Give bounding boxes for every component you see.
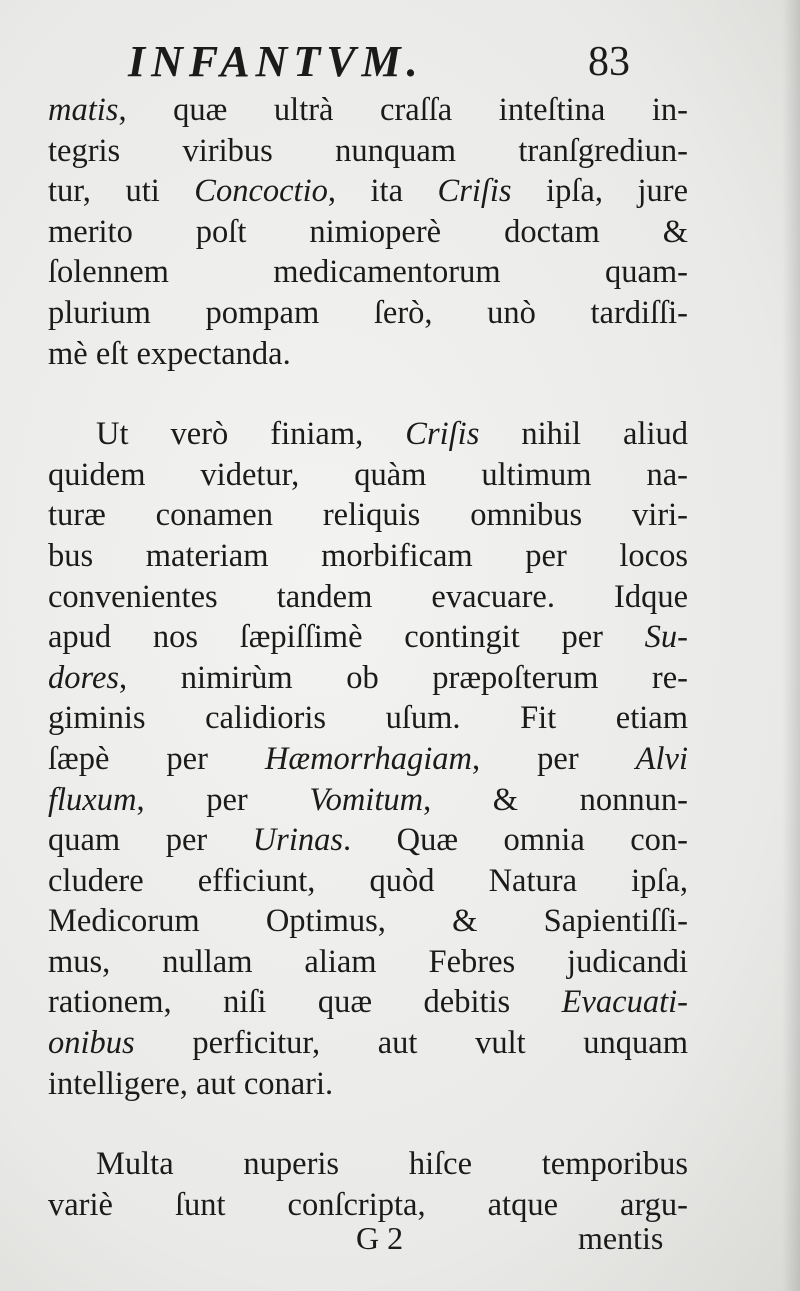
text-line [48,171,688,212]
roman-text: convenientes tandem evacuare. Idque [48,578,688,615]
roman-text: giminis calidioris uſum. Fit etiam [48,700,688,737]
text-line [48,982,688,1023]
text-line [48,861,688,902]
roman-text: , per [136,781,310,818]
italic-text: Concoctio [194,173,328,210]
text-line [48,212,688,253]
text-line [48,252,688,293]
roman-text: . Quæ omnia con- [343,822,688,859]
text-line [48,131,688,172]
roman-text: quidem videtur, quàm ultimum na- [48,456,688,493]
text-line [48,414,688,455]
text-line [48,495,688,536]
text-line [48,90,688,131]
roman-text: variè ſunt conſcripta, atque argu- [48,1186,688,1223]
text-line [48,1144,688,1185]
italic-text: Alvi [635,740,688,777]
signature-mark: G 2 [356,1220,404,1256]
text-line [48,780,688,821]
roman-text: , per [472,740,636,777]
roman-text: merito poſt nimioperè doctam & [48,213,688,250]
text-line [48,820,688,861]
italic-text: Hæmorrhagiam [264,740,472,777]
roman-text: rationem, niſi quæ debitis [48,984,562,1021]
text-line [48,293,688,334]
text-line [48,739,688,780]
roman-text: , & nonnun- [423,781,689,818]
roman-text: mè eſt expectanda. [48,335,291,372]
roman-text: , nimirùm ob præpoſterum re- [119,659,688,696]
text-line [48,1064,688,1105]
text-line [48,577,688,618]
text-line [48,901,688,942]
text-line [48,1023,688,1064]
text-line [48,617,688,658]
italic-text: Su- [644,619,688,656]
roman-text: plurium pompam ſerò, unò tardiſſi- [48,294,688,331]
roman-text: ipſa, jure [511,173,688,210]
roman-text: cludere efficiunt, quòd Natura ipſa, [48,862,688,899]
catchword: mentis [578,1220,664,1256]
roman-text: apud nos ſæpiſſimè contingit per [48,619,645,656]
italic-text: Urinas [252,822,343,859]
roman-text: ſolennem medicamentorum quam- [48,254,688,291]
roman-text: Ut verò finiam, [96,416,406,453]
italic-text: Criſis [437,173,512,210]
roman-text: bus materiam morbificam per locos [48,537,688,574]
italic-text: dores [48,659,120,696]
text-line [48,658,688,699]
italic-text: Evacuati- [561,984,688,1021]
paragraph [48,1144,688,1225]
paragraph-gap [48,374,688,414]
roman-text: quam per [48,822,253,859]
roman-text: intelligere, aut conari. [48,1065,334,1102]
paragraph [48,414,688,1104]
italic-text: Vomitum [309,781,424,818]
roman-text: turæ conamen reliquis omnibus viri- [48,497,688,534]
body-text [48,90,688,1225]
italic-text: Criſis [405,416,480,453]
text-line [48,334,688,375]
page-footer [0,1220,800,1270]
roman-text: tegris viribus nunquam tranſgrediun- [48,132,688,169]
paragraph-gap [48,1104,688,1144]
roman-text: perficitur, aut vult unquam [134,1025,688,1062]
roman-text: , ita [327,173,438,210]
running-head-title: INFANTVM. [128,37,424,86]
text-line [48,536,688,577]
roman-text: ſæpè per [48,740,265,777]
italic-text: onibus [48,1025,135,1062]
text-line [48,942,688,983]
italic-text: matis [48,92,119,128]
roman-text: , quæ ultrà craſſa inteſtina in- [118,92,688,128]
roman-text: Medicorum Optimus, & Sapientiſſi- [48,903,688,940]
roman-text: nihil aliud [479,416,688,453]
roman-text: Multa nuperis hiſce temporibus [96,1146,688,1183]
roman-text: tur, uti [48,173,195,210]
text-line [48,698,688,739]
page-number: 83 [588,39,630,85]
text-line [48,455,688,496]
paragraph [48,90,688,374]
italic-text: fluxum [48,781,137,818]
roman-text: mus, nullam aliam Febres judicandi [48,943,688,980]
